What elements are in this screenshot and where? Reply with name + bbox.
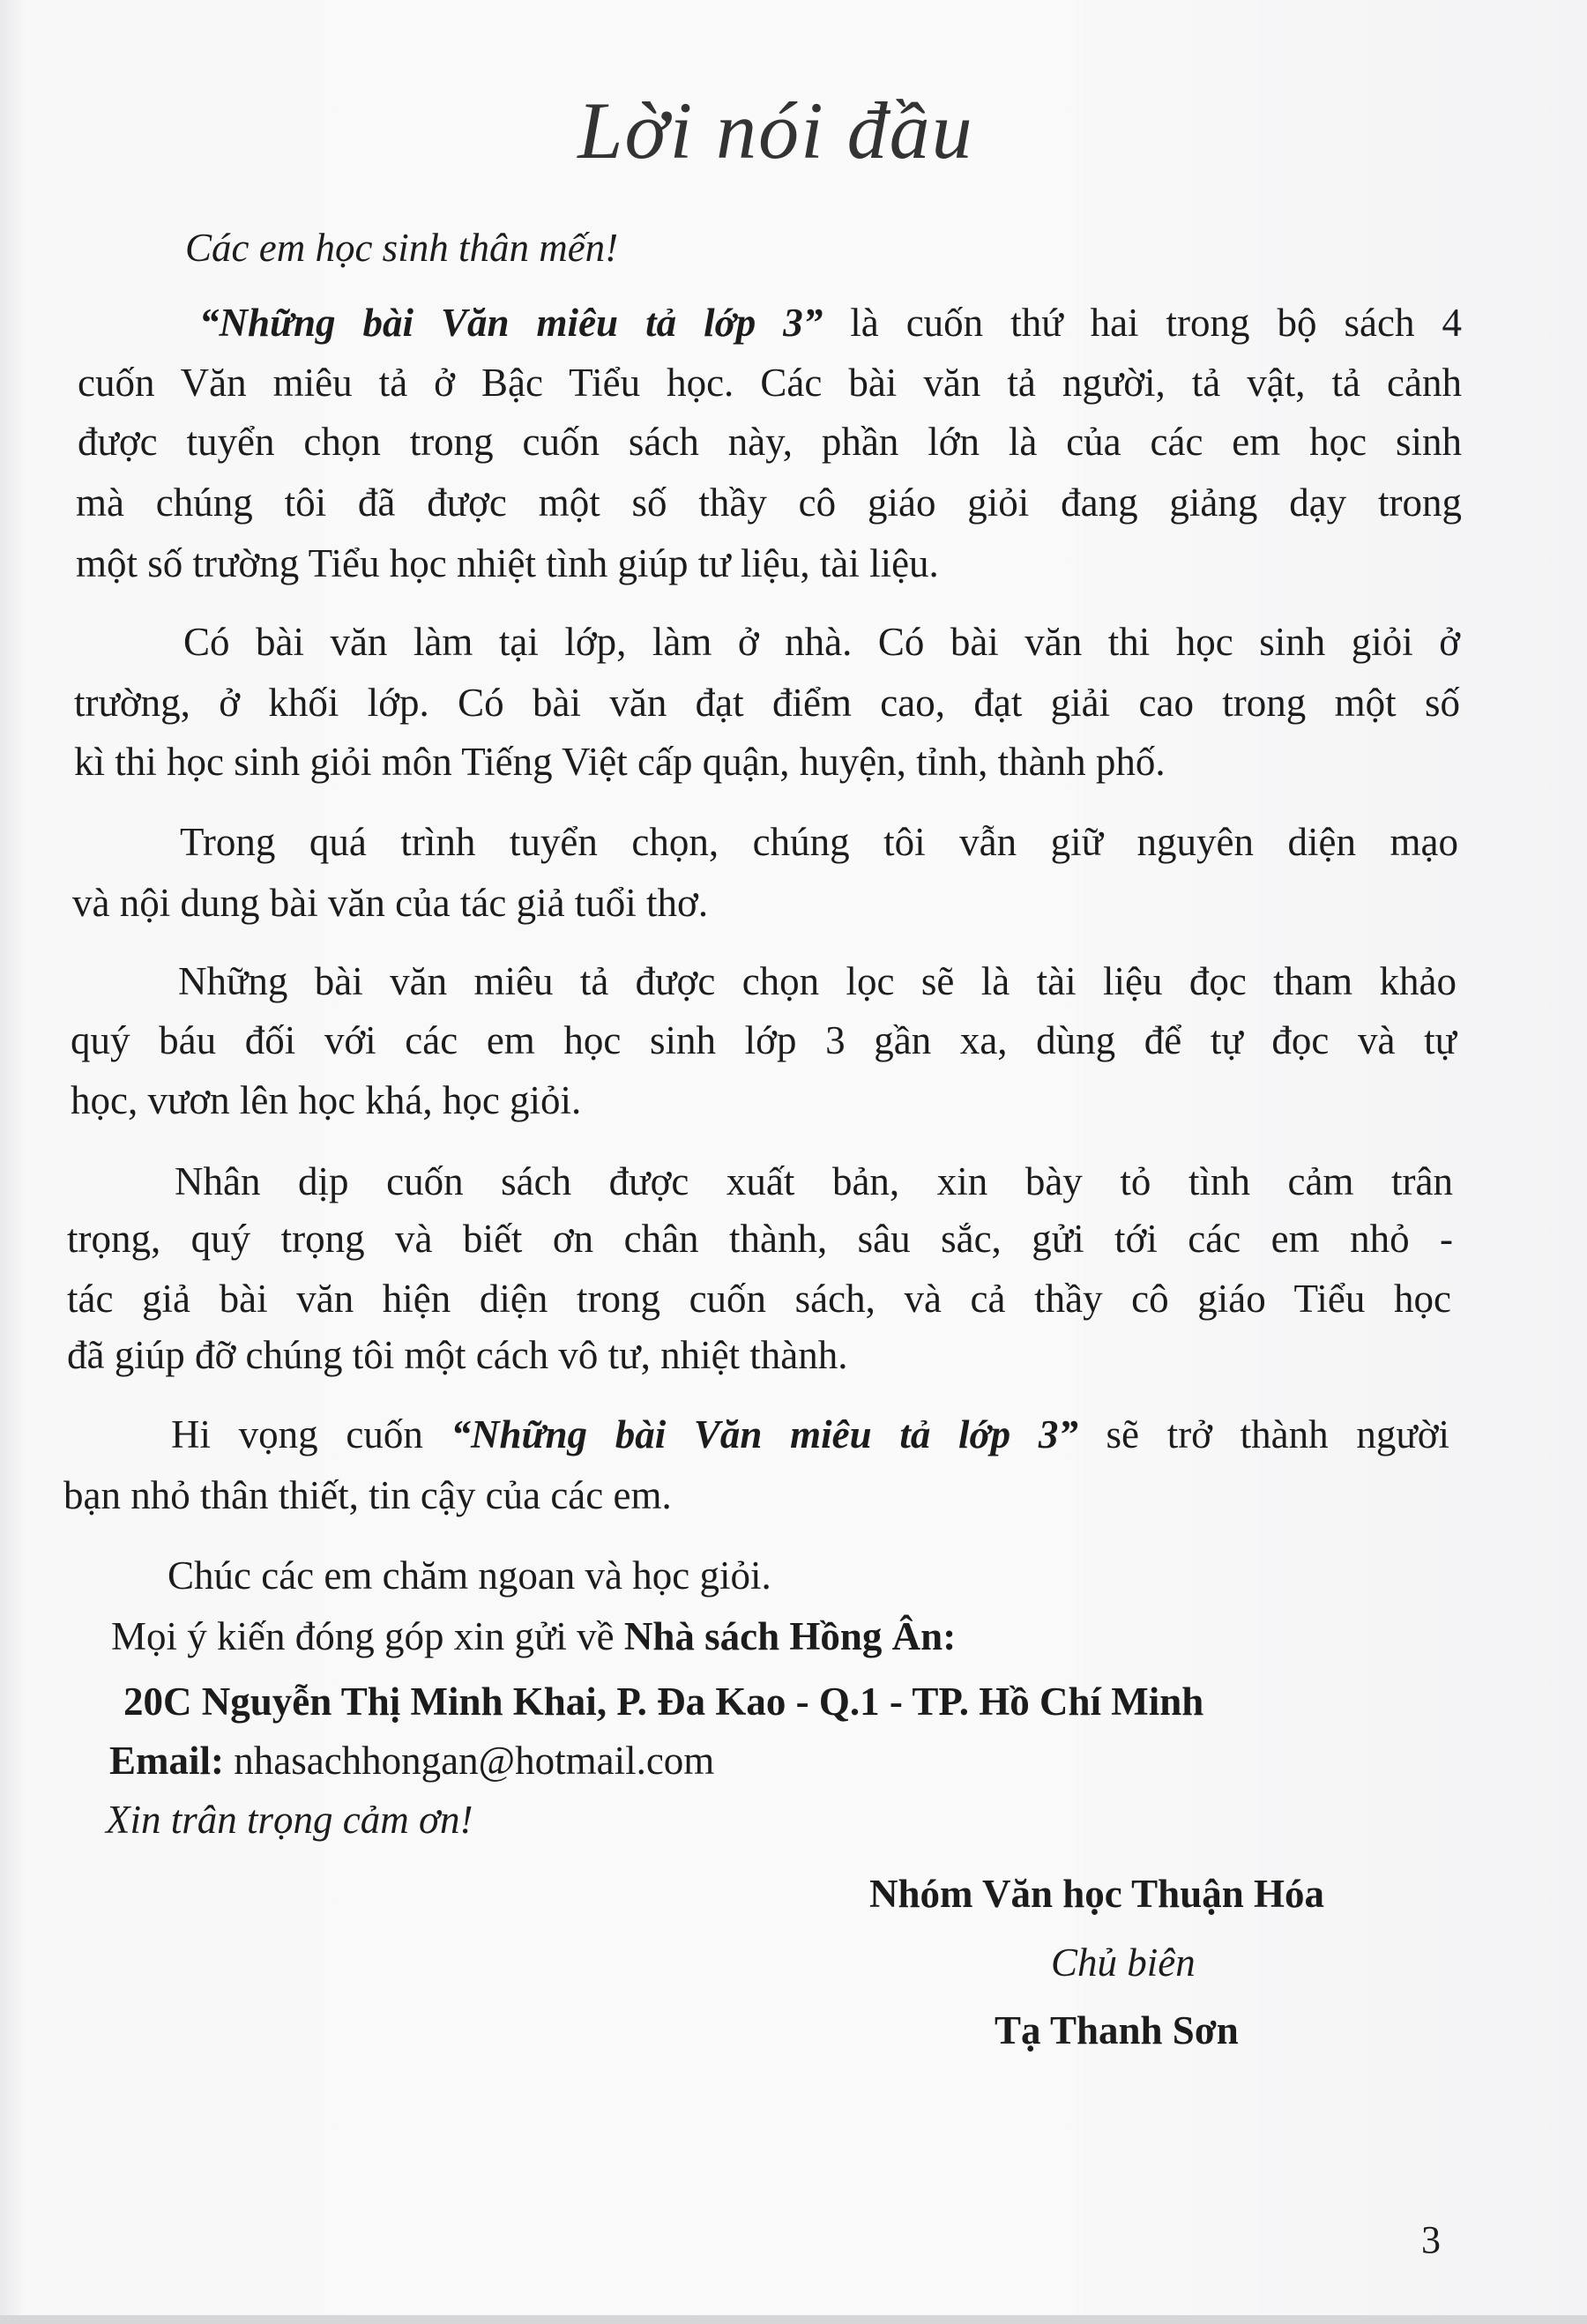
paragraph-4-line: học, vươn lên học khá, học giỏi.: [71, 1078, 582, 1122]
signature-editor: Tạ Thanh Sơn: [995, 2008, 1239, 2052]
paragraph-4-line: quý báu đối với các em học sinh lớp 3 gần xa, dùng để tự đọc và tự: [71, 1018, 1457, 1062]
greeting: Các em học sinh thân mến!: [185, 226, 619, 270]
email-label: Email:: [109, 1739, 224, 1783]
text: Mọi ý kiến đóng góp xin gửi về: [111, 1614, 624, 1658]
signature-group: Nhóm Văn học Thuận Hóa: [869, 1872, 1325, 1916]
paragraph-5-line: Nhân dịp cuốn sách được xuất bản, xin bày tỏ tình cảm trân: [175, 1159, 1453, 1203]
paragraph-2-line: kì thi học sinh giỏi môn Tiếng Việt cấp quận, huyện, tỉnh, thành phố.: [74, 740, 1166, 784]
closing-wish: Chúc các em chăm ngoan và học giỏi.: [168, 1553, 771, 1598]
email-line: [109, 1736, 714, 1785]
paragraph-2-line: Có bài văn làm tại lớp, làm ở nhà. Có bài văn thi học sinh giỏi ở: [183, 620, 1460, 664]
page-title: Lời nói đầu: [577, 86, 974, 175]
paragraph-3-line: và nội dung bài văn của tác giả tuổi thơ.: [72, 881, 709, 925]
publisher-name: Nhà sách Hồng Ân:: [623, 1614, 957, 1658]
book-title-emphasis: “Những bài Văn miêu tả lớp 3”: [451, 1412, 1078, 1456]
paragraph-1-line: một số trường Tiểu học nhiệt tình giúp tư liệu, tài liệu.: [76, 541, 939, 585]
text: Hi vọng cuốn: [171, 1412, 451, 1456]
paragraph-6-line: [171, 1410, 1449, 1459]
paragraph-5-line: tác giả bài văn hiện diện trong cuốn sách, và cả thầy cô giáo Tiểu học: [67, 1277, 1451, 1321]
book-title-emphasis: “Những bài Văn miêu tả lớp 3”: [199, 301, 823, 345]
text: sẽ trở thành người: [1077, 1412, 1450, 1456]
paragraph-5-line: đã giúp đỡ chúng tôi một cách vô tư, nhiệt thành.: [67, 1333, 848, 1377]
paragraph-5-line: trọng, quý trọng và biết ơn chân thành, sâu sắc, gửi tới các em nhỏ -: [67, 1217, 1453, 1261]
thanks: Xin trân trọng cảm ơn!: [106, 1798, 473, 1842]
paragraph-1-line: [199, 298, 1462, 347]
text: là cuốn thứ hai trong bộ sách 4: [823, 301, 1463, 345]
paragraph-1-line: mà chúng tôi đã được một số thầy cô giáo giỏi đang giảng dạy trong: [76, 480, 1462, 525]
contact-intro: [111, 1612, 956, 1661]
page-edge: [0, 2315, 1587, 2324]
signature-role: Chủ biên: [1051, 1940, 1196, 1985]
paragraph-1-line: cuốn Văn miêu tả ở Bậc Tiểu học. Các bài văn tả người, tả vật, tả cảnh: [78, 361, 1462, 405]
paragraph-3-line: Trong quá trình tuyển chọn, chúng tôi vẫn giữ nguyên diện mạo: [180, 820, 1458, 864]
paragraph-2-line: trường, ở khối lớp. Có bài văn đạt điểm cao, đạt giải cao trong một số: [74, 681, 1460, 725]
paragraph-4-line: Những bài văn miêu tả được chọn lọc sẽ là tài liệu đọc tham khảo: [178, 959, 1457, 1003]
publisher-address: 20C Nguyễn Thị Minh Khai, P. Đa Kao - Q.1 - TP. Hồ Chí Minh: [123, 1680, 1204, 1724]
page-number: 3: [1421, 2218, 1441, 2261]
paragraph-6-line: bạn nhỏ thân thiết, tin cậy của các em.: [63, 1473, 672, 1517]
paragraph-1-line: được tuyển chọn trong cuốn sách này, phần lớn là của các em học sinh: [78, 420, 1462, 464]
email-address: nhasachhongan@hotmail.com: [224, 1739, 715, 1783]
